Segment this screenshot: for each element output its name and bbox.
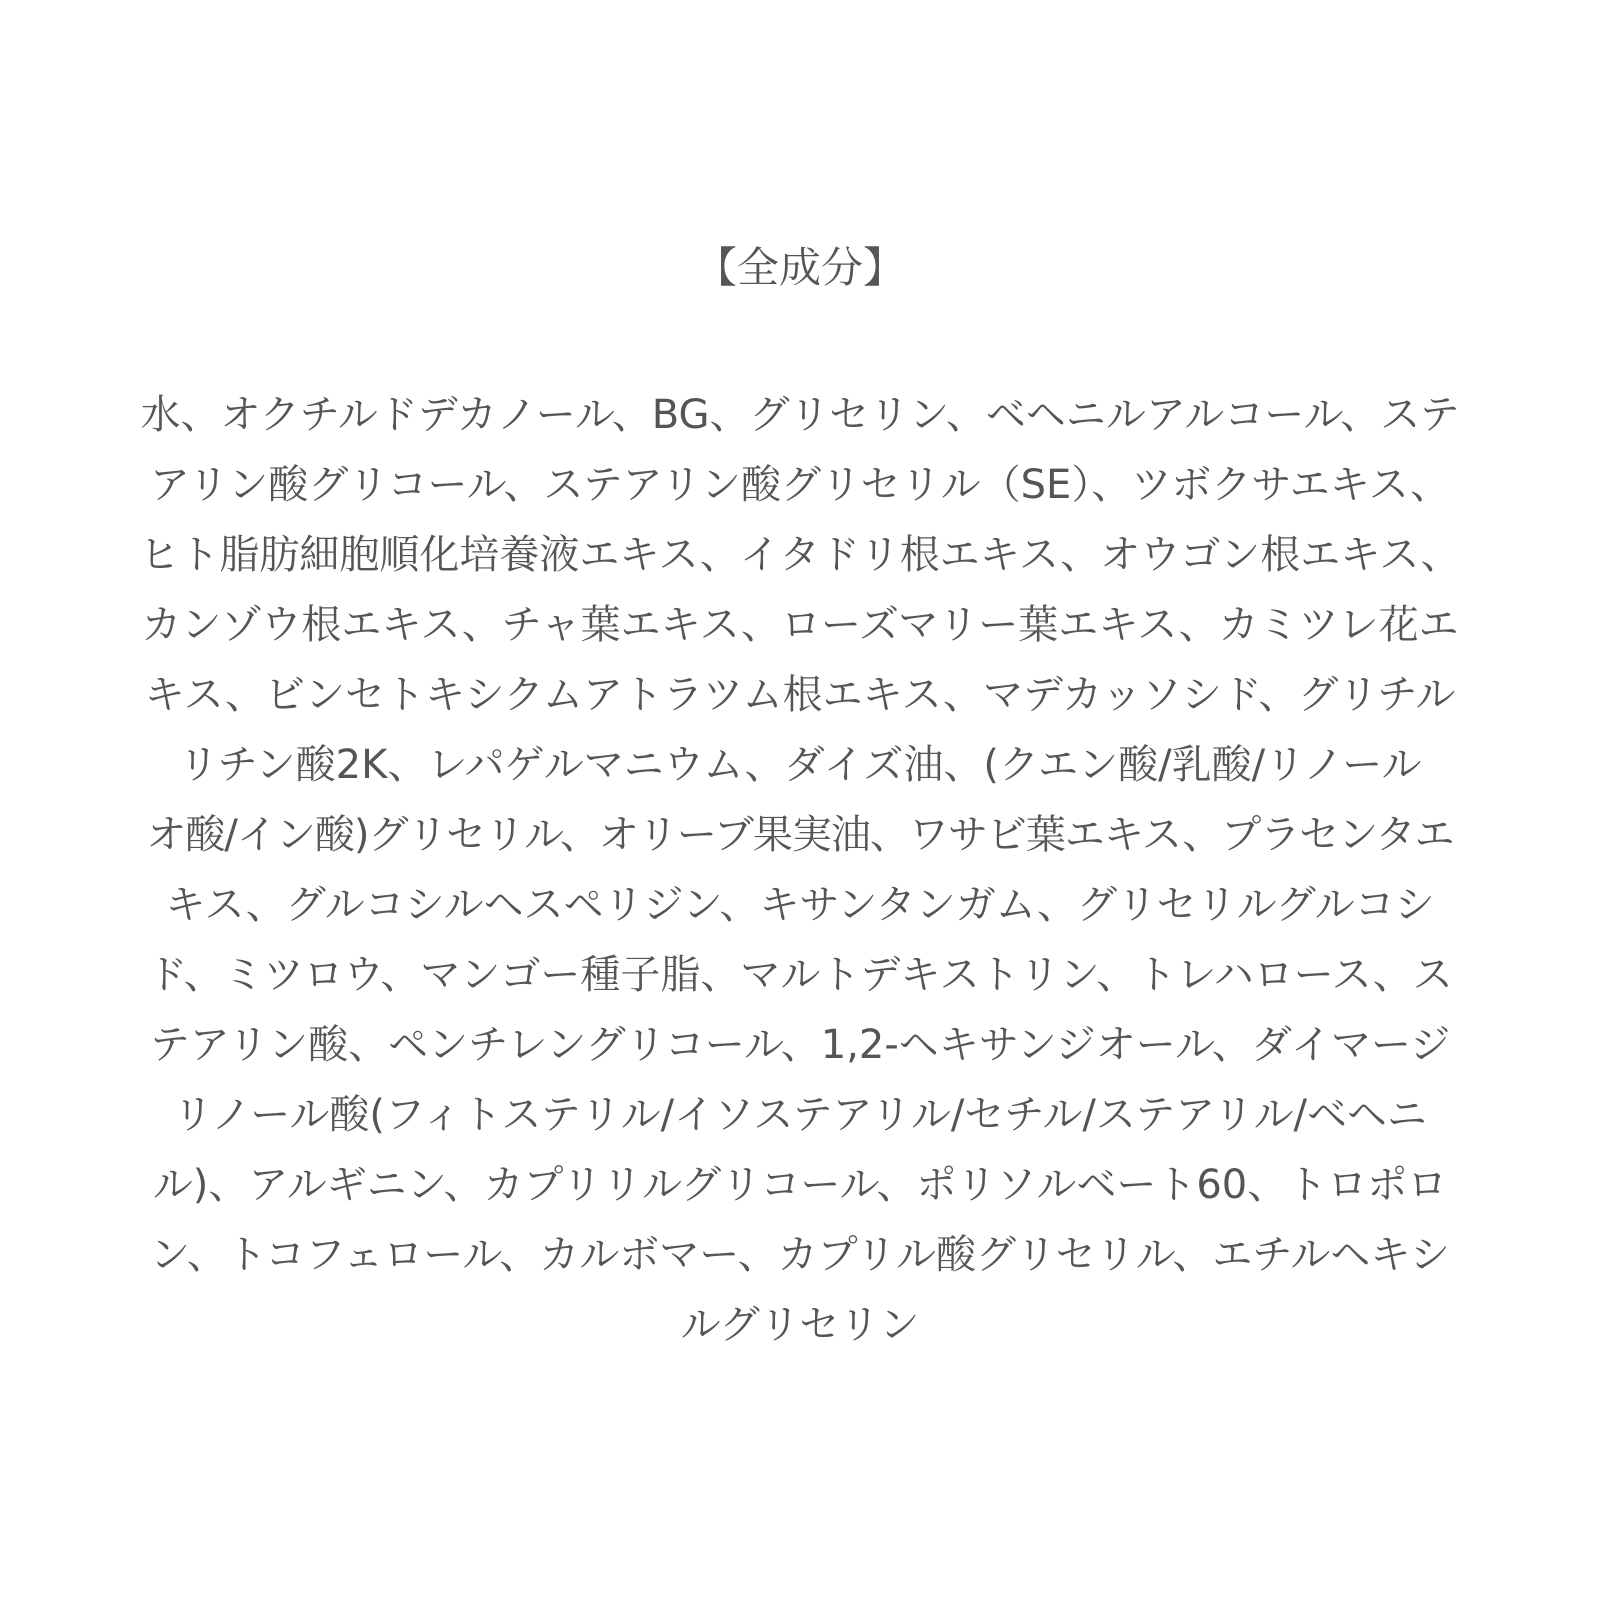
ingredient-line: ン、トコフェロール、カルボマー、カプリル酸グリセリル、エチルヘキシ (150, 1232, 1450, 1278)
ingredient-line: カンゾウ根エキス、チャ葉エキス、ローズマリー葉エキス、カミツレ花エ (141, 602, 1459, 648)
ingredient-line: 水、オクチルドデカノール、BG、グリセリン、ベヘニルアルコール、ステ (140, 392, 1460, 438)
ingredient-line: リチン酸2K、レパゲルマニウム、ダイズ油、(クエン酸/乳酸/リノール (178, 742, 1422, 788)
ingredient-line: アリン酸グリコール、ステアリン酸グリセリル（SE）、ツボクサエキス、 (149, 462, 1451, 508)
ingredient-line: リノール酸(フィトステリル/イソステアリル/セチル/ステアリル/ベヘニ (173, 1092, 1427, 1138)
ingredient-line: キス、ビンセトキシクムアトラツム根エキス、マデカッソシド、グリチル (144, 672, 1456, 718)
ingredient-line: ル)、アルギニン、カプリリルグリコール、ポリソルベート60、トロポロ (152, 1162, 1448, 1208)
ingredient-line: ルグリセリン (680, 1302, 920, 1348)
ingredient-line: テアリン酸、ペンチレングリコール、1,2-ヘキサンジオール、ダイマージ (149, 1022, 1451, 1068)
ingredient-line: オ酸/イン酸)グリセリル、オリーブ果実油、ワサビ葉エキス、プラセンタエ (146, 812, 1454, 858)
ingredients-list (62, 380, 1538, 1360)
page-title: 【全成分】 (694, 243, 905, 292)
ingredient-line: キス、グルコシルヘスペリジン、キサンタンガム、グリセリルグルコシ (165, 882, 1435, 928)
ingredient-line: ド、ミツロウ、マンゴー種子脂、マルトデキストリン、トレハロース、ス (147, 952, 1453, 998)
ingredient-line: ヒト脂肪細胞順化培養液エキス、イタドリ根エキス、オウゴン根エキス、 (139, 532, 1461, 578)
